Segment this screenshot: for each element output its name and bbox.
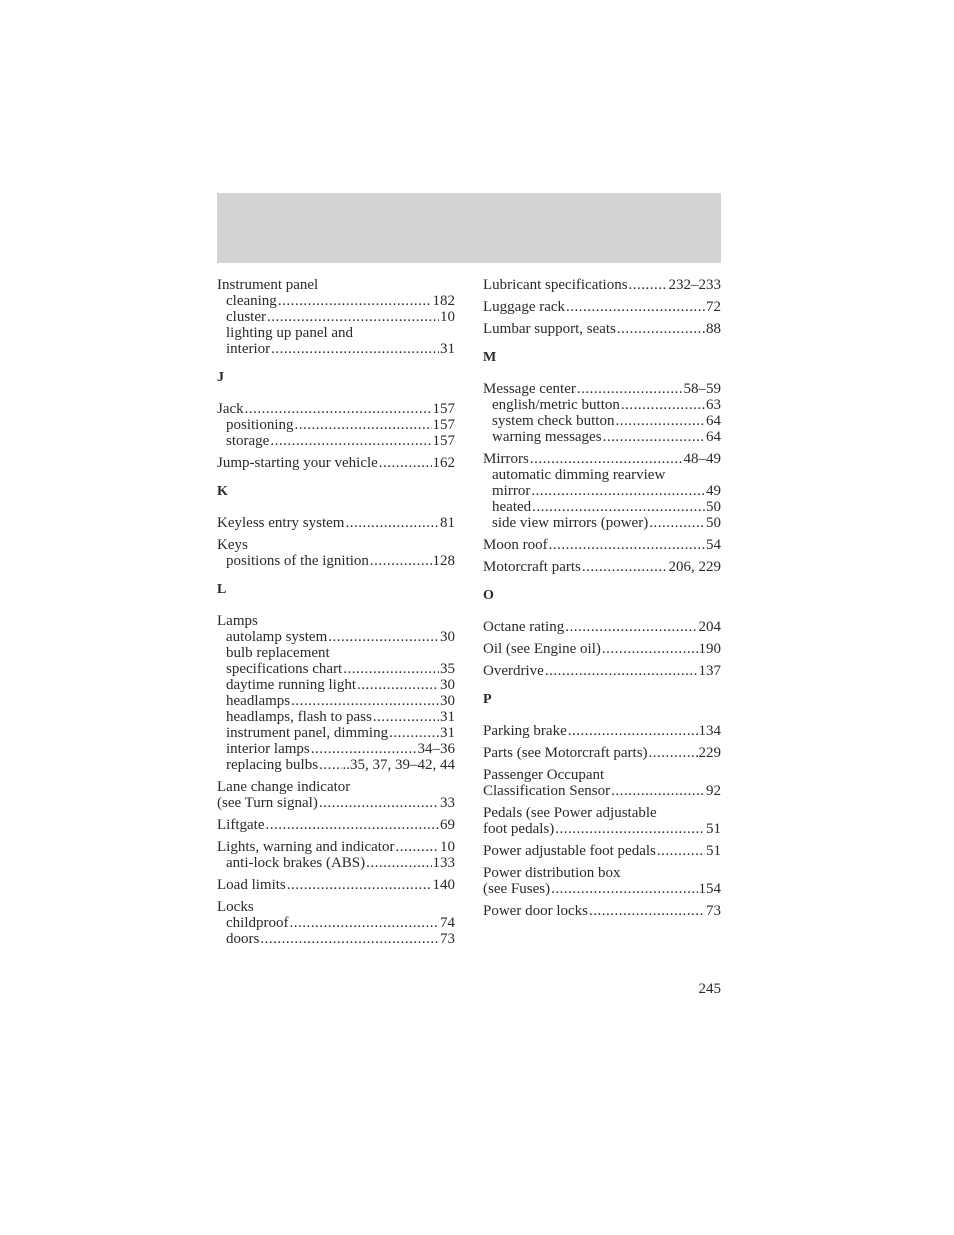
index-subentry: [217, 293, 455, 309]
page-reference: 133: [432, 855, 455, 871]
index-subentry: [217, 645, 455, 661]
dot-leader: [319, 757, 341, 773]
section-letter-heading: J: [217, 370, 224, 385]
entry-text: automatic dimming rearview: [492, 467, 666, 483]
page-reference: 157: [432, 433, 455, 449]
dot-leader: [278, 293, 432, 309]
index-subentry: [483, 483, 721, 499]
dot-leader: [565, 619, 697, 635]
page-reference: 51: [706, 821, 721, 837]
entry-text: specifications chart: [226, 661, 343, 677]
index-entry: [483, 767, 721, 783]
index-entry: [483, 321, 721, 337]
page-reference: 182: [432, 293, 455, 309]
page-reference: 31: [440, 341, 455, 357]
entry-text: system check button: [492, 413, 615, 429]
index-subentry: [217, 741, 455, 757]
index-entry: [483, 745, 721, 761]
index-entry: [217, 899, 455, 915]
dot-leader: [267, 309, 439, 325]
dot-leader: [589, 903, 705, 919]
dot-leader: [260, 931, 439, 947]
index-entry: [483, 903, 721, 919]
page-reference: 157: [432, 417, 455, 433]
page-reference: 50: [706, 515, 721, 531]
page-reference: 50: [706, 499, 721, 515]
page-reference: 73: [440, 931, 455, 947]
index-subentry: [483, 429, 721, 445]
page-reference: 140: [432, 877, 455, 893]
entry-text: heated: [492, 499, 532, 515]
page-reference: 51: [706, 843, 721, 859]
entry-text: Octane rating: [483, 619, 565, 635]
entry-text: Motorcraft parts: [483, 559, 581, 575]
page-reference: 69: [440, 817, 455, 833]
index-entry: [483, 641, 721, 657]
page-reference: 48–49: [683, 451, 721, 467]
index-entry: [217, 277, 455, 293]
index-subentry: [217, 931, 455, 947]
page-reference: 74: [440, 915, 455, 931]
dot-leader: [271, 341, 439, 357]
section-letter-heading: P: [483, 692, 492, 707]
entry-text: cleaning: [226, 293, 277, 309]
entry-text: (see Turn signal): [217, 795, 318, 811]
dot-leader: [577, 381, 683, 397]
entry-text: Passenger Occupant: [483, 767, 605, 783]
section-letter-heading: L: [217, 582, 227, 597]
entry-text: doors: [226, 931, 260, 947]
index-entry: [483, 805, 721, 821]
entry-text: interior: [226, 341, 271, 357]
entry-text: Luggage rack: [483, 299, 566, 315]
page-reference: 35: [440, 661, 455, 677]
dot-leader: [532, 499, 705, 515]
entry-text: mirror: [492, 483, 531, 499]
dot-leader: [566, 299, 705, 315]
page-reference: 31: [440, 725, 455, 741]
page-reference: 49: [706, 483, 721, 499]
page-reference: 10: [440, 309, 455, 325]
dot-leader: [328, 629, 439, 645]
dot-leader: [551, 881, 697, 897]
page-reference: 206, 229: [668, 559, 721, 575]
dot-leader: [617, 321, 705, 337]
entry-text: positions of the ignition: [226, 553, 369, 569]
entry-text: Keys: [217, 537, 248, 553]
entry-text: headlamps, flash to pass: [226, 709, 372, 725]
index-subentry: [217, 341, 455, 357]
page-reference: 58–59: [683, 381, 721, 397]
index-column-left: [217, 277, 455, 947]
dot-leader: [649, 745, 698, 761]
dot-leader: [611, 783, 705, 799]
dot-leader: [568, 723, 698, 739]
entry-text: storage: [226, 433, 270, 449]
dot-leader: [629, 277, 668, 293]
index-entry: [483, 381, 721, 397]
entry-text: anti-lock brakes (ABS): [226, 855, 366, 871]
dot-leader: [319, 795, 439, 811]
index-subentry: [217, 915, 455, 931]
page-reference: 204: [698, 619, 721, 635]
entry-text: Overdrive: [483, 663, 544, 679]
page-reference: 33: [440, 795, 455, 811]
index-subentry: [217, 553, 455, 569]
index-entry: [217, 795, 455, 811]
entry-text: Classification Sensor: [483, 783, 611, 799]
page-reference: 63: [706, 397, 721, 413]
entry-text: childproof: [226, 915, 289, 931]
index-entry: [483, 537, 721, 553]
entry-text: Locks: [217, 899, 254, 915]
dot-leader: [649, 515, 705, 531]
index-subentry: [217, 417, 455, 433]
entry-text: Power adjustable foot pedals: [483, 843, 656, 859]
section-letter-heading: K: [217, 484, 228, 499]
index-entry: [483, 783, 721, 799]
page-reference: 81: [440, 515, 455, 531]
page-reference: 154: [698, 881, 721, 897]
index-entry: [217, 817, 455, 833]
entry-text: positioning: [226, 417, 294, 433]
entry-text: cluster: [226, 309, 266, 325]
entry-text: Message center: [483, 381, 576, 397]
entry-text: Lane change indicator: [217, 779, 351, 795]
page-reference: 64: [706, 413, 721, 429]
index-entry: [483, 559, 721, 575]
index-entry: [483, 821, 721, 837]
index-subentry: [217, 309, 455, 325]
page-reference: 134: [698, 723, 721, 739]
index-entry: [217, 455, 455, 471]
index-entry: [483, 663, 721, 679]
entry-text: Keyless entry system: [217, 515, 345, 531]
page-reference: 30: [440, 693, 455, 709]
page-reference: 30: [440, 629, 455, 645]
entry-text: Lamps: [217, 613, 258, 629]
entry-text: daytime running light: [226, 677, 356, 693]
entry-text: warning messages: [492, 429, 602, 445]
index-entry: [217, 779, 455, 795]
dot-leader: [373, 709, 439, 725]
entry-text: autolamp system: [226, 629, 328, 645]
index-subentry: [217, 325, 455, 341]
entry-text: Jump-starting your vehicle: [217, 455, 378, 471]
index-entry: [217, 537, 455, 553]
index-subentry: [217, 433, 455, 449]
dot-leader: [311, 741, 417, 757]
dot-leader: [395, 839, 439, 855]
dot-leader: [287, 877, 432, 893]
index-subentry: [483, 467, 721, 483]
index-entry: [483, 881, 721, 897]
entry-text: Instrument panel: [217, 277, 319, 293]
header-band: [217, 193, 721, 263]
entry-text: lighting up panel and: [226, 325, 354, 341]
dot-leader: [379, 455, 432, 471]
page-reference: ..35, 37, 39–42, 44: [342, 757, 455, 773]
dot-leader: [549, 537, 705, 553]
entry-text: side view mirrors (power): [492, 515, 649, 531]
index-entry: [483, 865, 721, 881]
entry-text: Lights, warning and indicator: [217, 839, 395, 855]
dot-leader: [531, 483, 705, 499]
entry-text: Mirrors: [483, 451, 529, 467]
section-letter-heading: O: [483, 588, 494, 603]
index-subentry: [217, 855, 455, 871]
index-entry: [483, 723, 721, 739]
page-reference: 10: [440, 839, 455, 855]
dot-leader: [343, 661, 439, 677]
index-entry: [217, 401, 455, 417]
entry-text: instrument panel, dimming: [226, 725, 389, 741]
page-reference: 157: [432, 401, 455, 417]
entry-text: Oil (see Engine oil): [483, 641, 601, 657]
index-entry: [483, 843, 721, 859]
index-subentry: [217, 757, 455, 773]
entry-text: interior lamps: [226, 741, 310, 757]
entry-text: (see Fuses): [483, 881, 551, 897]
page-reference: 88: [706, 321, 721, 337]
page-reference: 190: [698, 641, 721, 657]
index-entry: [217, 839, 455, 855]
dot-leader: [555, 821, 705, 837]
index-subentry: [217, 629, 455, 645]
entry-text: Parts (see Motorcraft parts): [483, 745, 648, 761]
index-entry: [483, 299, 721, 315]
index-entry: [217, 877, 455, 893]
dot-leader: [545, 663, 698, 679]
page-reference: 30: [440, 677, 455, 693]
dot-leader: [357, 677, 439, 693]
page-reference: 162: [432, 455, 455, 471]
entry-text: Lumbar support, seats: [483, 321, 616, 337]
dot-leader: [291, 693, 439, 709]
dot-leader: [265, 817, 439, 833]
entry-text: Power distribution box: [483, 865, 621, 881]
index-subentry: [483, 397, 721, 413]
index-subentry: [483, 499, 721, 515]
entry-text: headlamps: [226, 693, 291, 709]
index-subentry: [217, 661, 455, 677]
dot-leader: [245, 401, 432, 417]
dot-leader: [270, 433, 431, 449]
page-number: 245: [698, 981, 721, 997]
entry-text: english/metric button: [492, 397, 620, 413]
dot-leader: [602, 641, 698, 657]
dot-leader: [615, 413, 705, 429]
dot-leader: [657, 843, 705, 859]
index-entry: [483, 619, 721, 635]
page-reference: 92: [706, 783, 721, 799]
dot-leader: [289, 915, 439, 931]
page-reference: 137: [698, 663, 721, 679]
entry-text: Power door locks: [483, 903, 588, 919]
entry-text: Liftgate: [217, 817, 265, 833]
page-reference: 73: [706, 903, 721, 919]
dot-leader: [603, 429, 705, 445]
page-reference: 229: [698, 745, 721, 761]
entry-text: bulb replacement: [226, 645, 330, 661]
index-subentry: [217, 725, 455, 741]
index-subentry: [483, 515, 721, 531]
index-entry: [483, 277, 721, 293]
page-reference: 54: [706, 537, 721, 553]
index-column-right: [483, 277, 721, 919]
dot-leader: [366, 855, 431, 871]
entry-text: foot pedals): [483, 821, 555, 837]
page-reference: 34–36: [417, 741, 455, 757]
entry-text: Jack: [217, 401, 244, 417]
index-entry: [483, 451, 721, 467]
dot-leader: [530, 451, 683, 467]
index-entry: [217, 515, 455, 531]
entry-text: Parking brake: [483, 723, 567, 739]
dot-leader: [389, 725, 439, 741]
index-subentry: [217, 709, 455, 725]
index-subentry: [217, 677, 455, 693]
entry-text: Pedals (see Power adjustable: [483, 805, 657, 821]
page-reference: 64: [706, 429, 721, 445]
dot-leader: [582, 559, 668, 575]
entry-text: replacing bulbs: [226, 757, 319, 773]
index-entry: [217, 613, 455, 629]
entry-text: Moon roof: [483, 537, 548, 553]
page-reference: 232–233: [668, 277, 721, 293]
entry-text: Load limits: [217, 877, 286, 893]
page-reference: 72: [706, 299, 721, 315]
dot-leader: [621, 397, 705, 413]
index-subentry: [217, 693, 455, 709]
page-reference: 31: [440, 709, 455, 725]
page-reference: 128: [432, 553, 455, 569]
dot-leader: [295, 417, 432, 433]
entry-text: Lubricant specifications: [483, 277, 628, 293]
index-subentry: [483, 413, 721, 429]
dot-leader: [370, 553, 432, 569]
dot-leader: [345, 515, 439, 531]
section-letter-heading: M: [483, 350, 497, 365]
